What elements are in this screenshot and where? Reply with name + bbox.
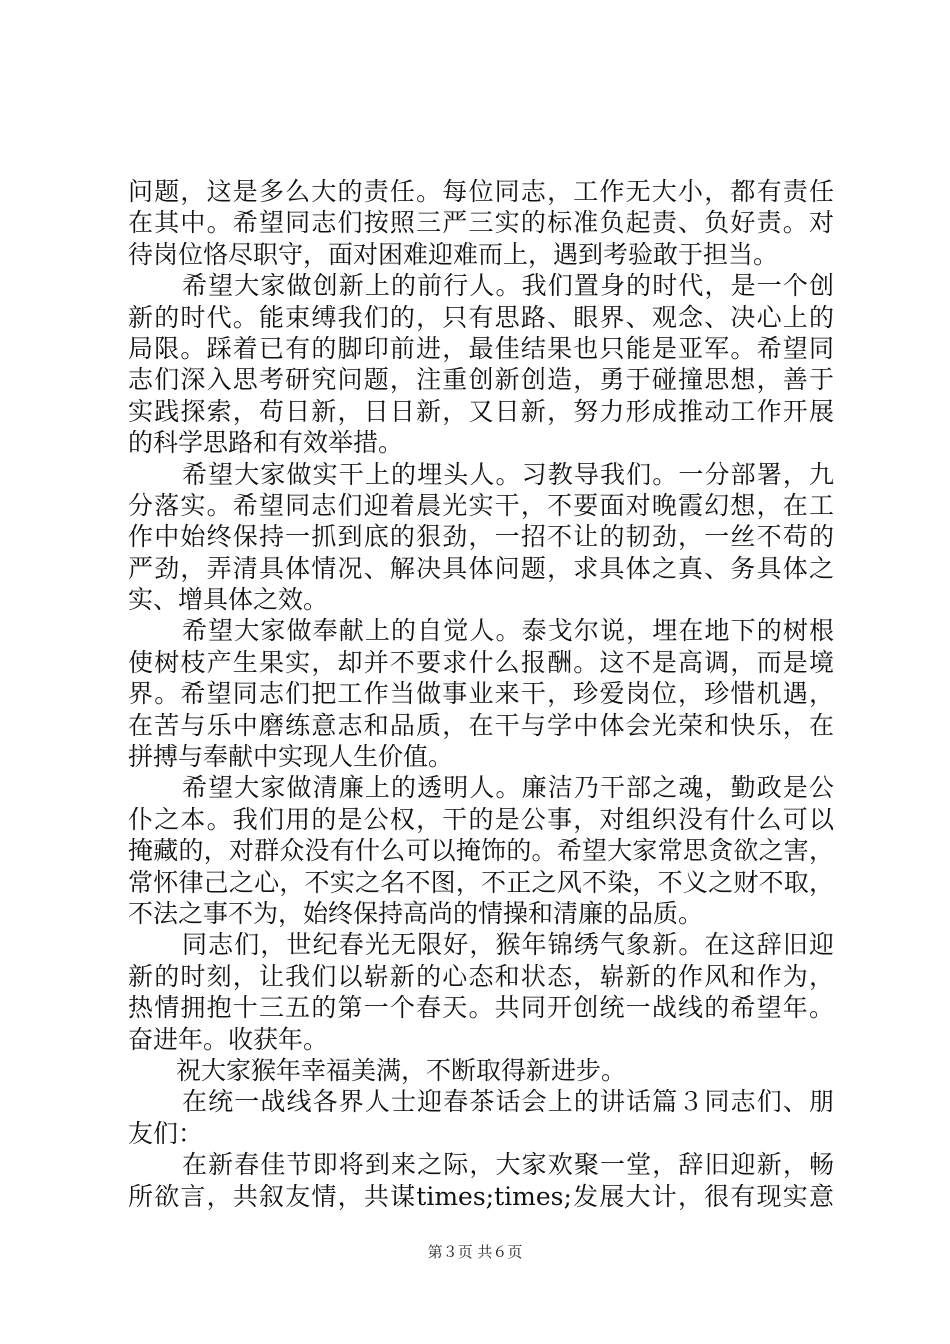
text-line: 的科学思路和有效举措。: [128, 428, 404, 458]
paragraph-start-spring-festival: 在新春佳节即将到来之际，大家欢聚一堂，辞旧迎新，畅: [182, 1150, 834, 1180]
text-line: 实践探索，苟日新，日日新，又日新，努力形成推动工作开展: [128, 396, 834, 426]
text-line: 在其中。希望同志们按照三严三实的标准负起责、负好责。对: [128, 208, 834, 238]
text-line: 使树枝产生果实，却并不要求什么报酬。这不是高调，而是境: [128, 647, 834, 677]
paragraph-start-innovation: 希望大家做创新上的前行人。我们置身的时代，是一个创: [182, 271, 834, 301]
page-footer: 第３页 共６页: [427, 1243, 523, 1261]
text-line: 严劲，弄清具体情况、解决具体问题，求具体之真、务具体之: [128, 553, 834, 583]
text-line: 作中始终保持一抓到底的狠劲，一招不让的韧劲，一丝不苟的: [128, 522, 834, 552]
text-line: 分落实。希望同志们迎着晨光实干，不要面对晚霞幻想，在工: [128, 490, 834, 520]
paragraph-start-comrades: 同志们，世纪春光无限好，猴年锦绣气象新。在这辞旧迎: [182, 930, 834, 960]
text-line: 拼搏与奉献中实现人生价值。: [128, 742, 454, 772]
text-line: 常怀律己之心，不实之名不图，不正之风不染，不义之财不取，: [128, 867, 834, 897]
text-line: 实、增具体之效。: [128, 585, 329, 615]
text-line: 掩藏的，对群众没有什么可以掩饰的。希望大家常思贪欲之害，: [128, 836, 834, 866]
text-line: 新的时刻，让我们以崭新的心态和状态，崭新的作风和作为，: [128, 961, 834, 991]
text-line: 友们：: [128, 1118, 204, 1148]
text-line: 界。希望同志们把工作当做事业来干，珍爱岗位，珍惜机遇，: [128, 679, 834, 709]
text-line: 所欲言，共叙友情，共谋times;times;发展大计，很有现实意: [128, 1181, 834, 1211]
paragraph-start-integrity: 希望大家做清廉上的透明人。廉洁乃干部之魂，勤政是公: [182, 773, 834, 803]
text-line: 局限。踩着已有的脚印前进，最佳结果也只能是亚军。希望同: [128, 333, 834, 363]
section-title-speech-3: 在统一战线各界人士迎春茶话会上的讲话篇３同志们、朋: [182, 1087, 834, 1117]
text-line: 仆之本。我们用的是公权，干的是公事，对组织没有什么可以: [128, 804, 834, 834]
text-line: 不法之事不为，始终保持高尚的情操和清廉的品质。: [128, 898, 704, 928]
text-line: 在苦与乐中磨练意志和品质，在干与学中体会光荣和快乐，在: [128, 710, 834, 740]
text-line: 新的时代。能束缚我们的，只有思路、眼界、观念、决心上的: [128, 302, 834, 332]
paragraph-blessing: 祝大家猴年幸福美满，不断取得新进步。: [176, 1055, 627, 1085]
paragraph-start-dedication: 希望大家做奉献上的自觉人。泰戈尔说，埋在地下的树根: [182, 616, 834, 646]
body-text: [128, 176, 834, 1212]
text-line: 奋进年。收获年。: [128, 1024, 329, 1054]
text-line: 志们深入思考研究问题，注重创新创造，勇于碰撞思想，善于: [128, 365, 834, 395]
text-line: 待岗位恪尽职守，面对困难迎难而上，遇到考验敢于担当。: [128, 239, 779, 269]
text-line: 问题，这是多么大的责任。每位同志，工作无大小，都有责任: [128, 177, 834, 206]
paragraph-start-practical: 希望大家做实干上的埋头人。习教导我们。一分部署，九: [182, 459, 834, 489]
text-line: 热情拥抱十三五的第一个春天。共同开创统一战线的希望年。: [128, 993, 834, 1023]
